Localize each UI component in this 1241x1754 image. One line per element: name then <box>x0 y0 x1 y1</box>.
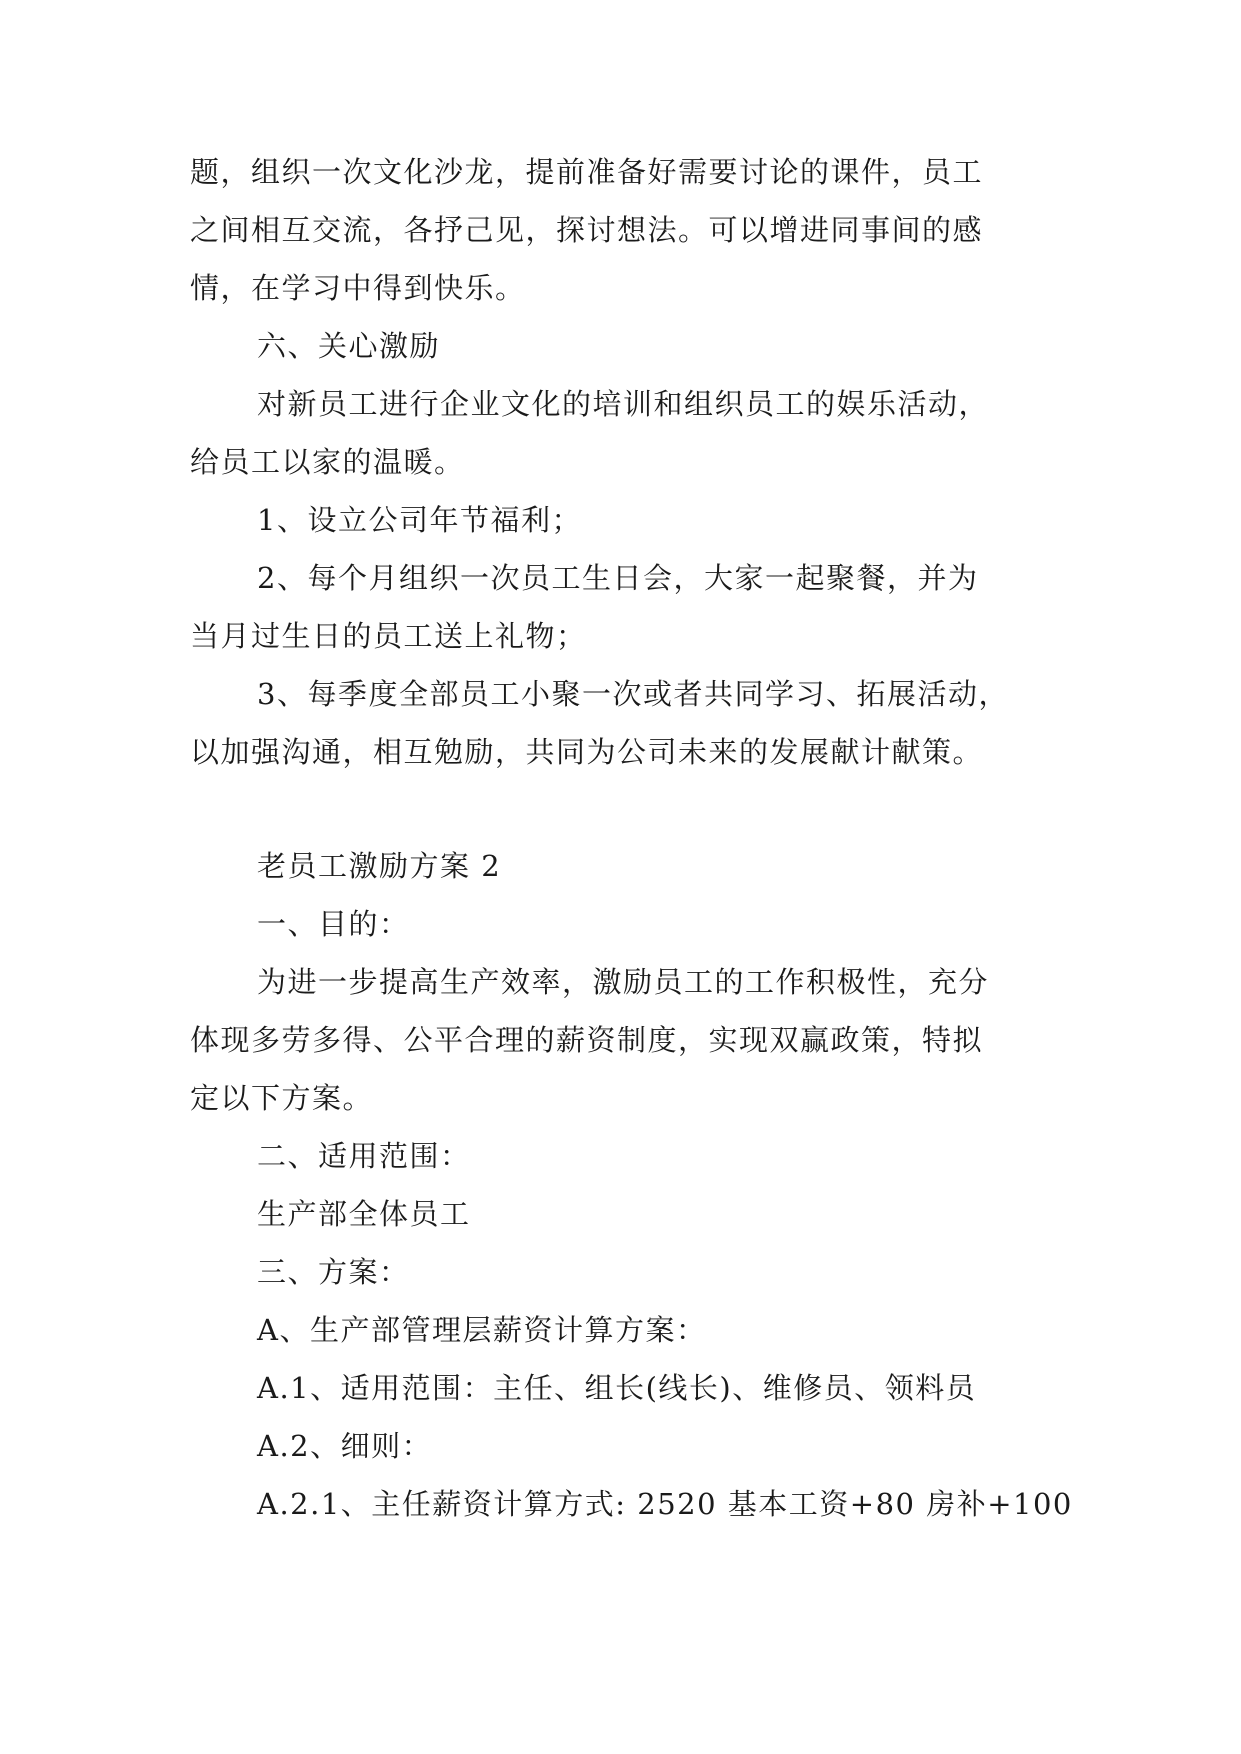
list-item: 2、每个月组织一次员工生日会，大家一起聚餐，并为 <box>257 561 979 595</box>
paragraph-line: 当月过生日的员工送上礼物； <box>190 619 587 653</box>
paragraph-line: 对新员工进行企业文化的培训和组织员工的娱乐活动， <box>257 387 990 421</box>
paragraph-line: 题，组织一次文化沙龙，提前准备好需要讨论的课件，员工 <box>190 155 984 189</box>
paragraph-line: A.1、适用范围：主任、组长(线长)、维修员、领料员 <box>257 1371 977 1405</box>
subsection-heading: A、生产部管理层薪资计算方案： <box>257 1313 707 1347</box>
paragraph-line: 定以下方案。 <box>190 1081 374 1115</box>
section-heading: 六、关心激励 <box>257 329 441 363</box>
list-item: 3、每季度全部员工小聚一次或者共同学习、拓展活动， <box>257 677 1009 711</box>
paragraph-line: 以加强沟通，相互勉励，共同为公司未来的发展献计献策。 <box>190 735 984 769</box>
document-section-title: 老员工激励方案 2 <box>257 849 502 883</box>
paragraph-line: 给员工以家的温暖。 <box>190 445 465 479</box>
list-item: 1、设立公司年节福利； <box>257 503 582 537</box>
section-heading: 一、目的： <box>257 907 410 941</box>
section-heading: 二、适用范围： <box>257 1139 471 1173</box>
paragraph-line: 体现多劳多得、公平合理的薪资制度，实现双赢政策，特拟 <box>190 1023 984 1057</box>
paragraph-line: 为进一步提高生产效率，激励员工的工作积极性，充分 <box>257 965 990 999</box>
subsection-heading: A.2、细则： <box>257 1429 433 1463</box>
paragraph-line: 之间相互交流，各抒己见，探讨想法。可以增进同事间的感 <box>190 213 984 247</box>
section-heading: 三、方案： <box>257 1255 410 1289</box>
paragraph-line: 生产部全体员工 <box>257 1197 471 1231</box>
paragraph-line: A.2.1、主任薪资计算方式: 2520 基本工资+80 房补+100 <box>257 1487 1073 1521</box>
paragraph-line: 情，在学习中得到快乐。 <box>190 271 526 305</box>
